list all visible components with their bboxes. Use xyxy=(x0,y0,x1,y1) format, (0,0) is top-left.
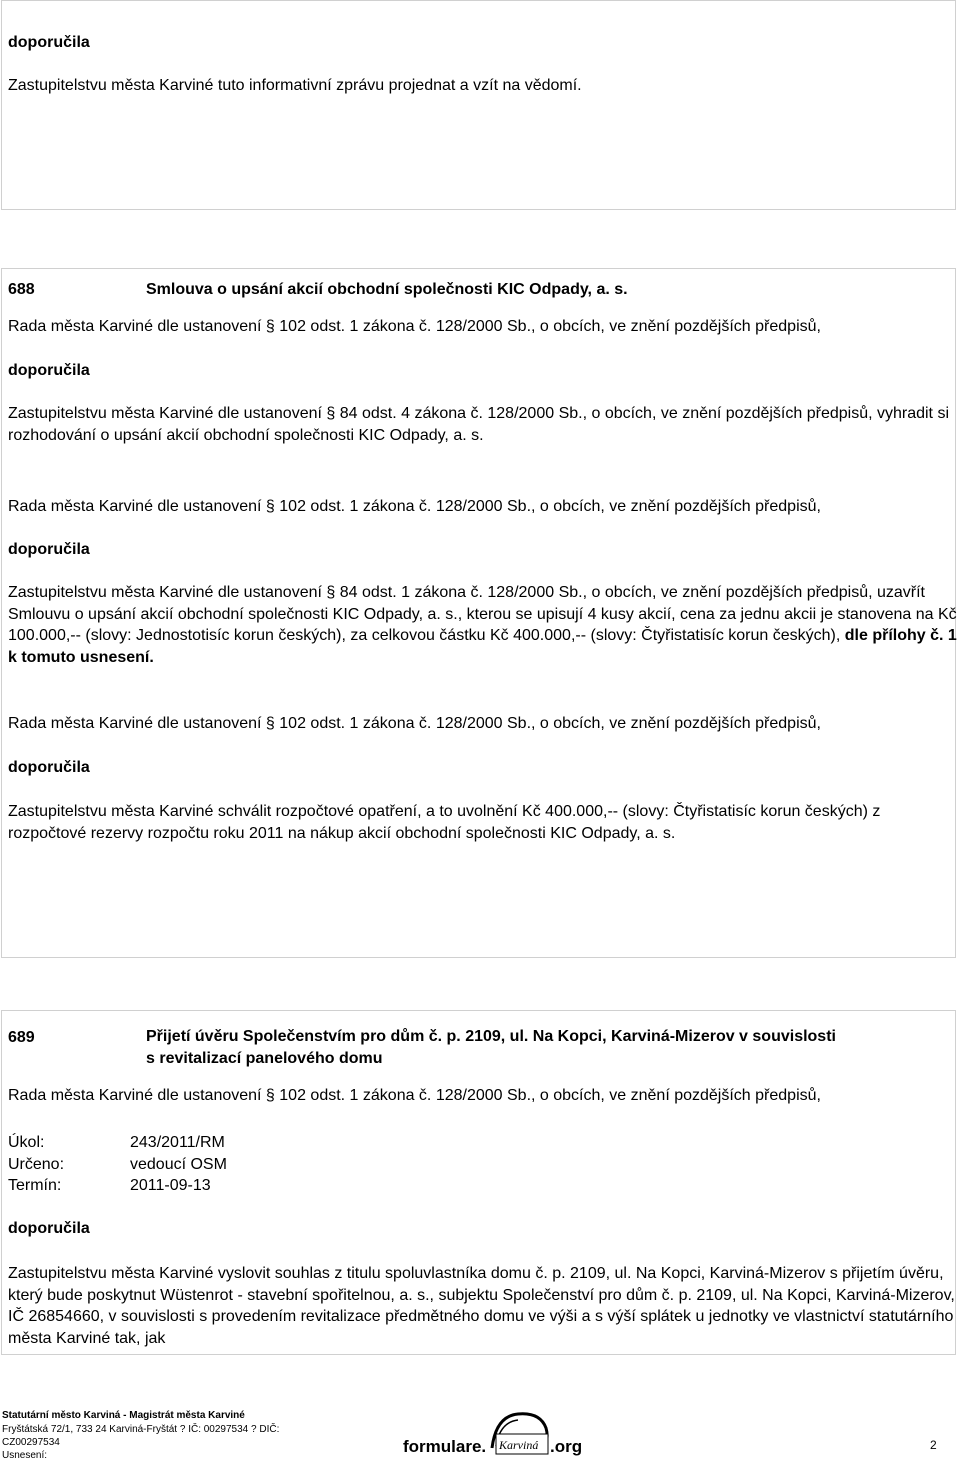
resolution-text: Zastupitelstvu města Karviné dle ustanovení § 84 odst. 4 zákona č. 128/2000 Sb., o obcích, ve znění pozdějších předpisů, vyhradit si rozhodování o upsání akcií obchodní společnosti KIC Odpady, a. s. xyxy=(8,405,949,444)
item-title: Smlouva o upsání akcií obchodní společnosti KIC Odpady, a. s. xyxy=(146,281,628,298)
footer-resolution-label: Usnesení: xyxy=(2,1450,48,1461)
heading-doporucila: doporučila xyxy=(8,1220,90,1237)
page-footer xyxy=(0,1408,960,1461)
logo-text-mid: Karviná xyxy=(499,1438,539,1452)
rada-statement: Rada města Karviné dle ustanovení § 102 odst. 1 zákona č. 128/2000 Sb., o obcích, ve znění pozdějších předpisů, xyxy=(8,715,821,732)
deadline-value: 2011-09-13 xyxy=(130,1177,211,1194)
rada-statement: Rada města Karviné dle ustanovení § 102 odst. 1 zákona č. 128/2000 Sb., o obcích, ve znění pozdějších předpisů, xyxy=(8,1087,821,1104)
footer-address: Fryštátská 72/1, 733 24 Karviná-Fryštát ? IČ: 00297534 ? DIČ: xyxy=(2,1424,280,1435)
item-title-line1: Přijetí úvěru Společenstvím pro dům č. p. 2109, ul. Na Kopci, Karviná-Mizerov v souvislosti xyxy=(146,1028,836,1045)
resolution-text-body: Zastupitelstvu města Karviné dle ustanovení § 84 odst. 1 zákona č. 128/2000 Sb., o obcích, ve znění pozdějších předpisů, uzavřít Smlouvu o upsání akcií obchodní společnosti KIC Odpady, a. s., kterou se upisují 4 kusy akcií, cena za jednu akcii je stanovena na Kč 100.000,-- (slovy: Jednostotisíc korun českých), za celkovou částku Kč 400.000,-- (slovy: Čtyřistatisíc korun českých), xyxy=(8,584,957,644)
resolution-text: Zastupitelstvu města Karviné vyslovit souhlas z titulu spoluvlastníka domu č. p. 2109, ul. Na Kopci, Karviná-Mizerov s přijetím úvěru, který bude poskytnut Wüstenrot - stavební spořitelnou, a. s., subjektu Společenství pro dům č. p. 2109, ul. Na Kopci, Karviná-Mizerov, IČ 26854660, v souvislosti s provedením revitalizace předmětného domu ve výši a s výší splátek u jednotky ve vlastnictví statutárního města Karviné tak, jak xyxy=(8,1265,955,1347)
assigned-value: vedoucí OSM xyxy=(130,1156,227,1173)
heading-doporucila: doporučila xyxy=(8,34,90,51)
heading-doporucila: doporučila xyxy=(8,541,90,558)
task-value: 243/2011/RM xyxy=(130,1134,225,1151)
resolution-text: Zastupitelstvu města Karviné schválit rozpočtové opatření, a to uvolnění Kč 400.000,-- (slovy: Čtyřistatisíc korun českých) z rozpočtové rezervy rozpočtu roku 2011 na nákup akcií obchodní společnosti KIC Odpady, a. s. xyxy=(8,803,881,842)
item-number: 689 xyxy=(8,1029,35,1046)
task-label: Úkol: xyxy=(8,1134,45,1151)
resolution-box-1 xyxy=(1,0,956,210)
rada-statement: Rada města Karviné dle ustanovení § 102 odst. 1 zákona č. 128/2000 Sb., o obcích, ve znění pozdějších předpisů, xyxy=(8,498,821,515)
deadline-label: Termín: xyxy=(8,1177,62,1194)
item-number: 688 xyxy=(8,281,35,298)
footer-vat: CZ00297534 xyxy=(2,1437,60,1448)
item-title-line2: s revitalizací panelového domu xyxy=(146,1050,383,1067)
resolution-text: Zastupitelstvu města Karviné tuto informativní zprávu projednat a vzít na vědomí. xyxy=(8,77,582,94)
rada-statement: Rada města Karviné dle ustanovení § 102 odst. 1 zákona č. 128/2000 Sb., o obcích, ve znění pozdějších předpisů, xyxy=(8,318,821,335)
logo-text-right: .org xyxy=(550,1437,583,1456)
resolution-box-689 xyxy=(1,1010,956,1355)
heading-doporucila: doporučila xyxy=(8,362,90,379)
footer-organization: Statutární město Karviná - Magistrát města Karviné xyxy=(2,1410,245,1421)
assigned-label: Určeno: xyxy=(8,1156,65,1173)
resolution-box-688 xyxy=(1,268,956,958)
heading-doporucila: doporučila xyxy=(8,759,90,776)
formulare-karvina-logo xyxy=(400,1408,620,1457)
page-number: 2 xyxy=(930,1438,937,1452)
logo-text-left: formulare. xyxy=(403,1437,487,1456)
resolution-text xyxy=(8,582,958,668)
item-title xyxy=(146,1026,836,1070)
resolution-text-bold: dle přílohy č. 1 k tomuto usnesení. xyxy=(8,627,957,666)
